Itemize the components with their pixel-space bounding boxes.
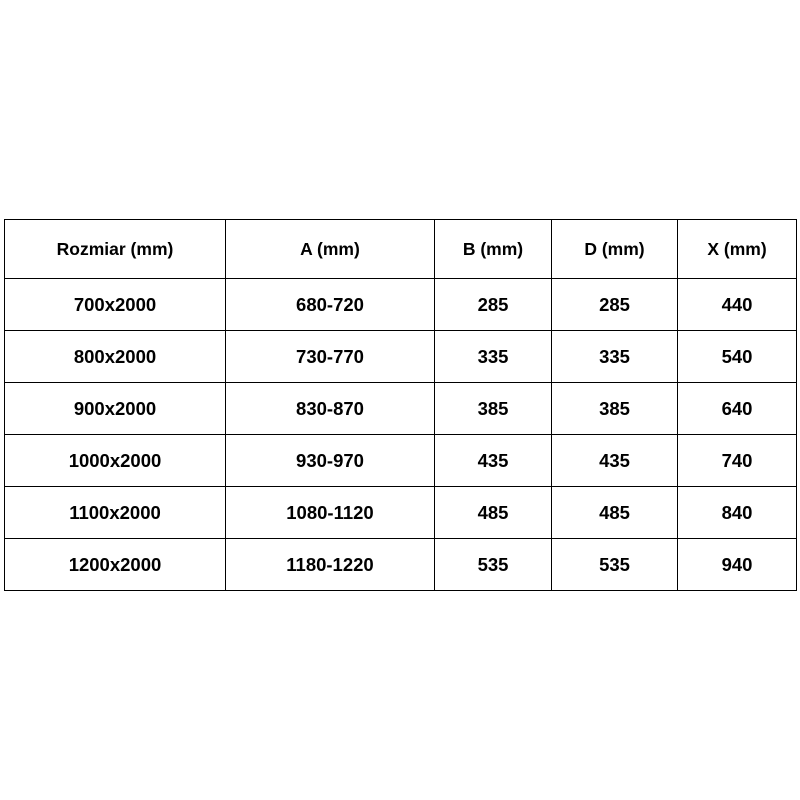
cell-rozmiar: 900x2000 bbox=[5, 383, 226, 435]
cell-rozmiar: 700x2000 bbox=[5, 279, 226, 331]
cell-rozmiar: 1100x2000 bbox=[5, 487, 226, 539]
cell-rozmiar: 1200x2000 bbox=[5, 539, 226, 591]
column-header-rozmiar: Rozmiar (mm) bbox=[5, 220, 226, 279]
size-table bbox=[4, 219, 797, 591]
cell-a: 730-770 bbox=[226, 331, 435, 383]
cell-rozmiar: 800x2000 bbox=[5, 331, 226, 383]
cell-b: 335 bbox=[435, 331, 552, 383]
table-row bbox=[5, 383, 797, 435]
column-header-d: D (mm) bbox=[552, 220, 678, 279]
cell-b: 485 bbox=[435, 487, 552, 539]
cell-x: 540 bbox=[678, 331, 797, 383]
table-row bbox=[5, 487, 797, 539]
cell-x: 440 bbox=[678, 279, 797, 331]
cell-d: 535 bbox=[552, 539, 678, 591]
column-header-a: A (mm) bbox=[226, 220, 435, 279]
table-row bbox=[5, 331, 797, 383]
size-table-container bbox=[4, 219, 796, 591]
cell-d: 385 bbox=[552, 383, 678, 435]
table-header bbox=[5, 220, 797, 279]
cell-a: 1180-1220 bbox=[226, 539, 435, 591]
column-header-x: X (mm) bbox=[678, 220, 797, 279]
table-row bbox=[5, 539, 797, 591]
cell-a: 930-970 bbox=[226, 435, 435, 487]
cell-x: 940 bbox=[678, 539, 797, 591]
cell-b: 535 bbox=[435, 539, 552, 591]
cell-d: 285 bbox=[552, 279, 678, 331]
table-body bbox=[5, 279, 797, 591]
cell-x: 640 bbox=[678, 383, 797, 435]
cell-b: 285 bbox=[435, 279, 552, 331]
table-row bbox=[5, 435, 797, 487]
cell-a: 1080-1120 bbox=[226, 487, 435, 539]
table-row bbox=[5, 279, 797, 331]
table-header-row bbox=[5, 220, 797, 279]
column-header-b: B (mm) bbox=[435, 220, 552, 279]
cell-d: 435 bbox=[552, 435, 678, 487]
cell-x: 740 bbox=[678, 435, 797, 487]
cell-b: 435 bbox=[435, 435, 552, 487]
cell-d: 335 bbox=[552, 331, 678, 383]
cell-a: 830-870 bbox=[226, 383, 435, 435]
cell-x: 840 bbox=[678, 487, 797, 539]
cell-d: 485 bbox=[552, 487, 678, 539]
cell-rozmiar: 1000x2000 bbox=[5, 435, 226, 487]
cell-a: 680-720 bbox=[226, 279, 435, 331]
cell-b: 385 bbox=[435, 383, 552, 435]
